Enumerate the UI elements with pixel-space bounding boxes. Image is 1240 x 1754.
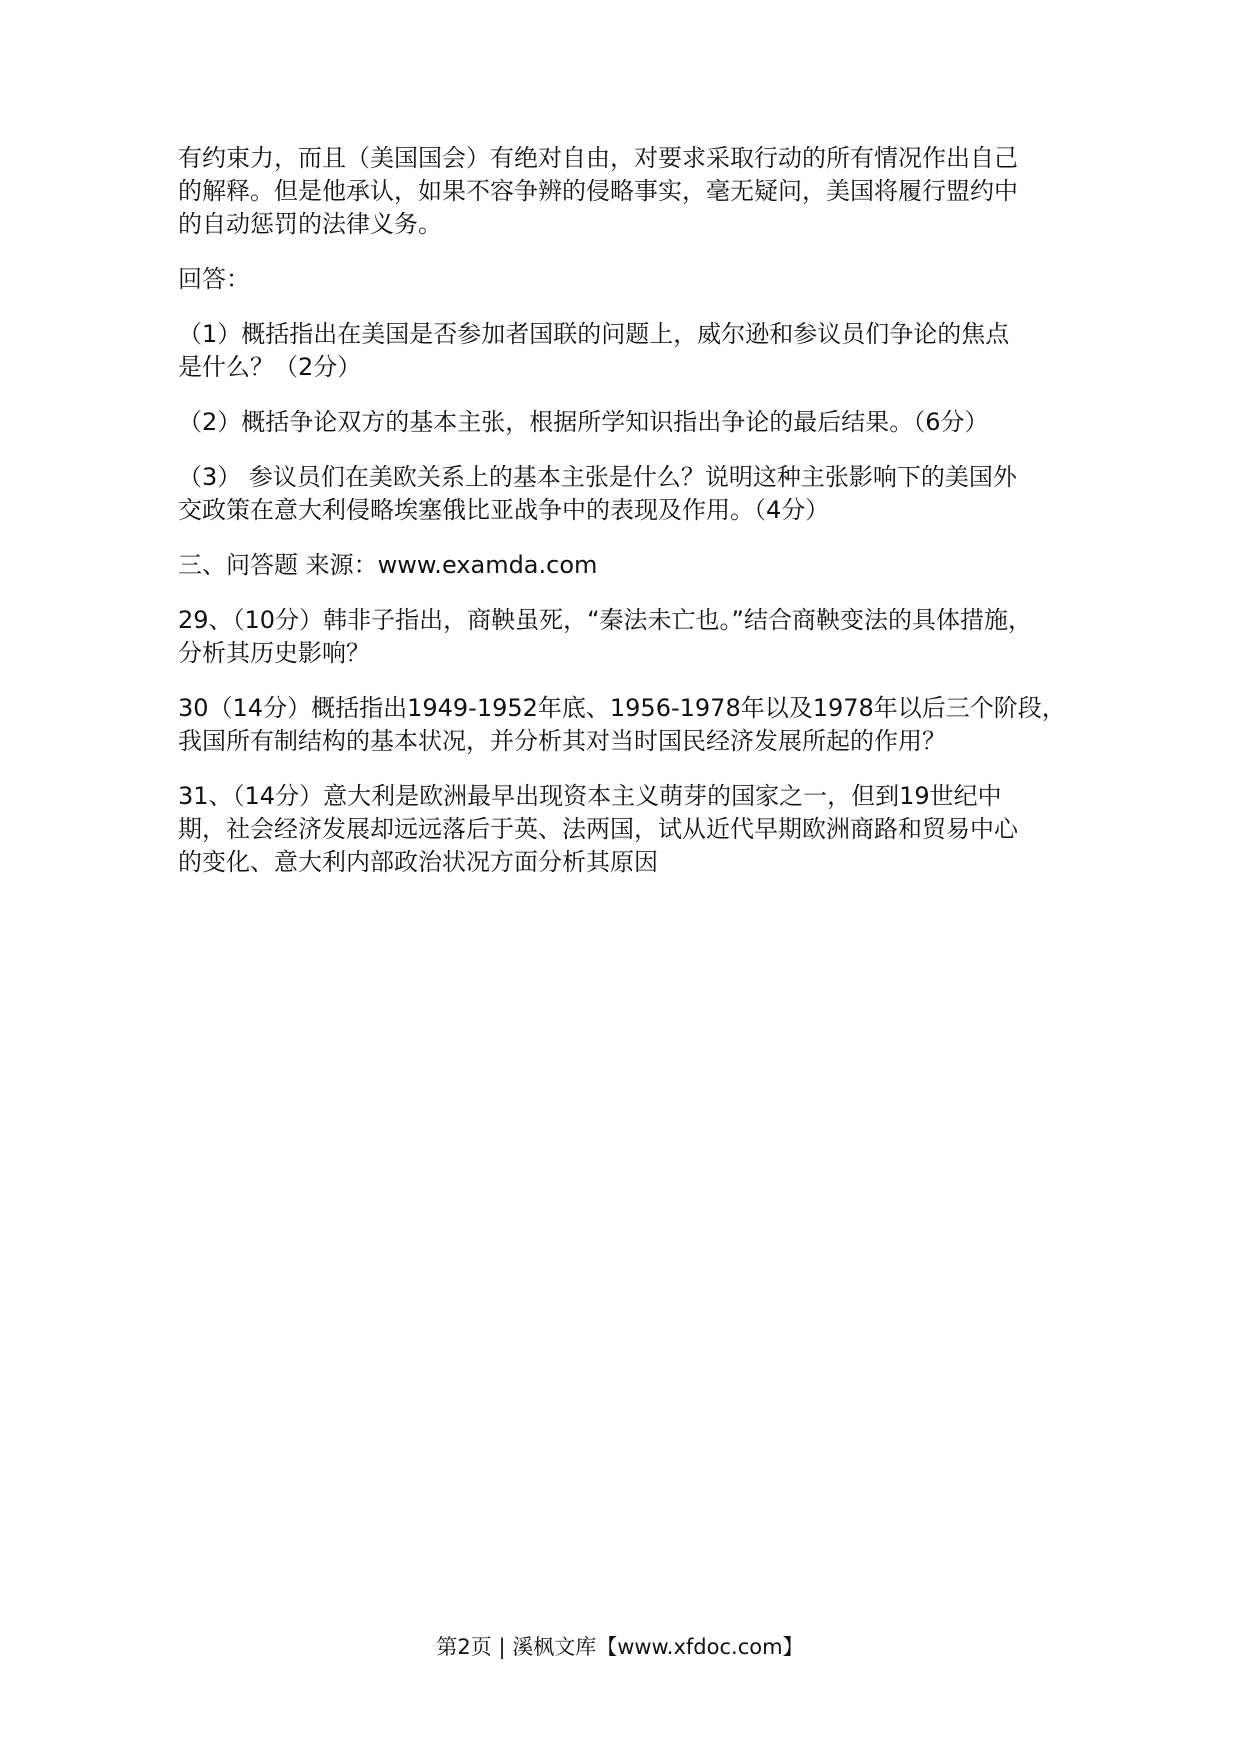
document-body [178,142,1083,901]
text-line: 交政策在意大利侵略埃塞俄比亚战争中的表现及作用。（4分） [178,496,830,524]
question-1 [178,318,1083,384]
text-line: （1）概括指出在美国是否参加者国联的问题上，威尔逊和参议员们争论的焦点 [178,320,1010,348]
page-footer: 第2页 | 溪枫文库【www.xfdoc.com】 [436,1635,804,1659]
text-line: 回答： [178,265,250,293]
text-line: 我国所有制结构的基本状况，并分析其对当时国民经济发展所起的作用？ [178,727,946,755]
paragraph-answer-label [178,263,1083,296]
text-line: 29、（10分）韩非子指出，商鞅虽死，“秦法未亡也。”结合商鞅变法的具体措施， [178,606,1032,634]
text-line: （3） 参议员们在美欧关系上的基本主张是什么？说明这种主张影响下的美国外 [178,463,1017,491]
question-3 [178,461,1083,527]
text-line: 的解释。但是他承认，如果不容争辨的侵略事实，毫无疑问，美国将履行盟约中 [178,177,1018,205]
section-heading-essay [178,549,1083,582]
text-line: 有约束力，而且（美国国会）有绝对自由，对要求采取行动的所有情况作出自己 [178,144,1018,172]
text-line: 30（14分）概括指出1949-1952年底、1956-1978年以及1978年以后三个阶段， [178,694,1066,722]
question-29 [178,604,1083,670]
question-31 [178,780,1083,879]
text-line: 31、（14分）意大利是欧洲最早出现资本主义萌芽的国家之一，但到19世纪中 [178,782,1002,810]
text-line: 期，社会经济发展却远远落后于英、法两国，试从近代早期欧洲商路和贸易中心 [178,815,1018,843]
text-line: 是什么？（2分） [178,353,362,381]
paragraph-treaty-interpretation [178,142,1083,241]
text-line: 的自动惩罚的法律义务。 [178,210,442,238]
text-line: 的变化、意大利内部政治状况方面分析其原因 [178,848,658,876]
text-line: 三、问答题 来源：www.examda.com [178,551,598,579]
text-line: （2）概括争论双方的基本主张，根据所学知识指出争论的最后结果。（6分） [178,408,989,436]
question-2 [178,406,1083,439]
text-line: 分析其历史影响？ [178,639,370,667]
question-30 [178,692,1083,758]
